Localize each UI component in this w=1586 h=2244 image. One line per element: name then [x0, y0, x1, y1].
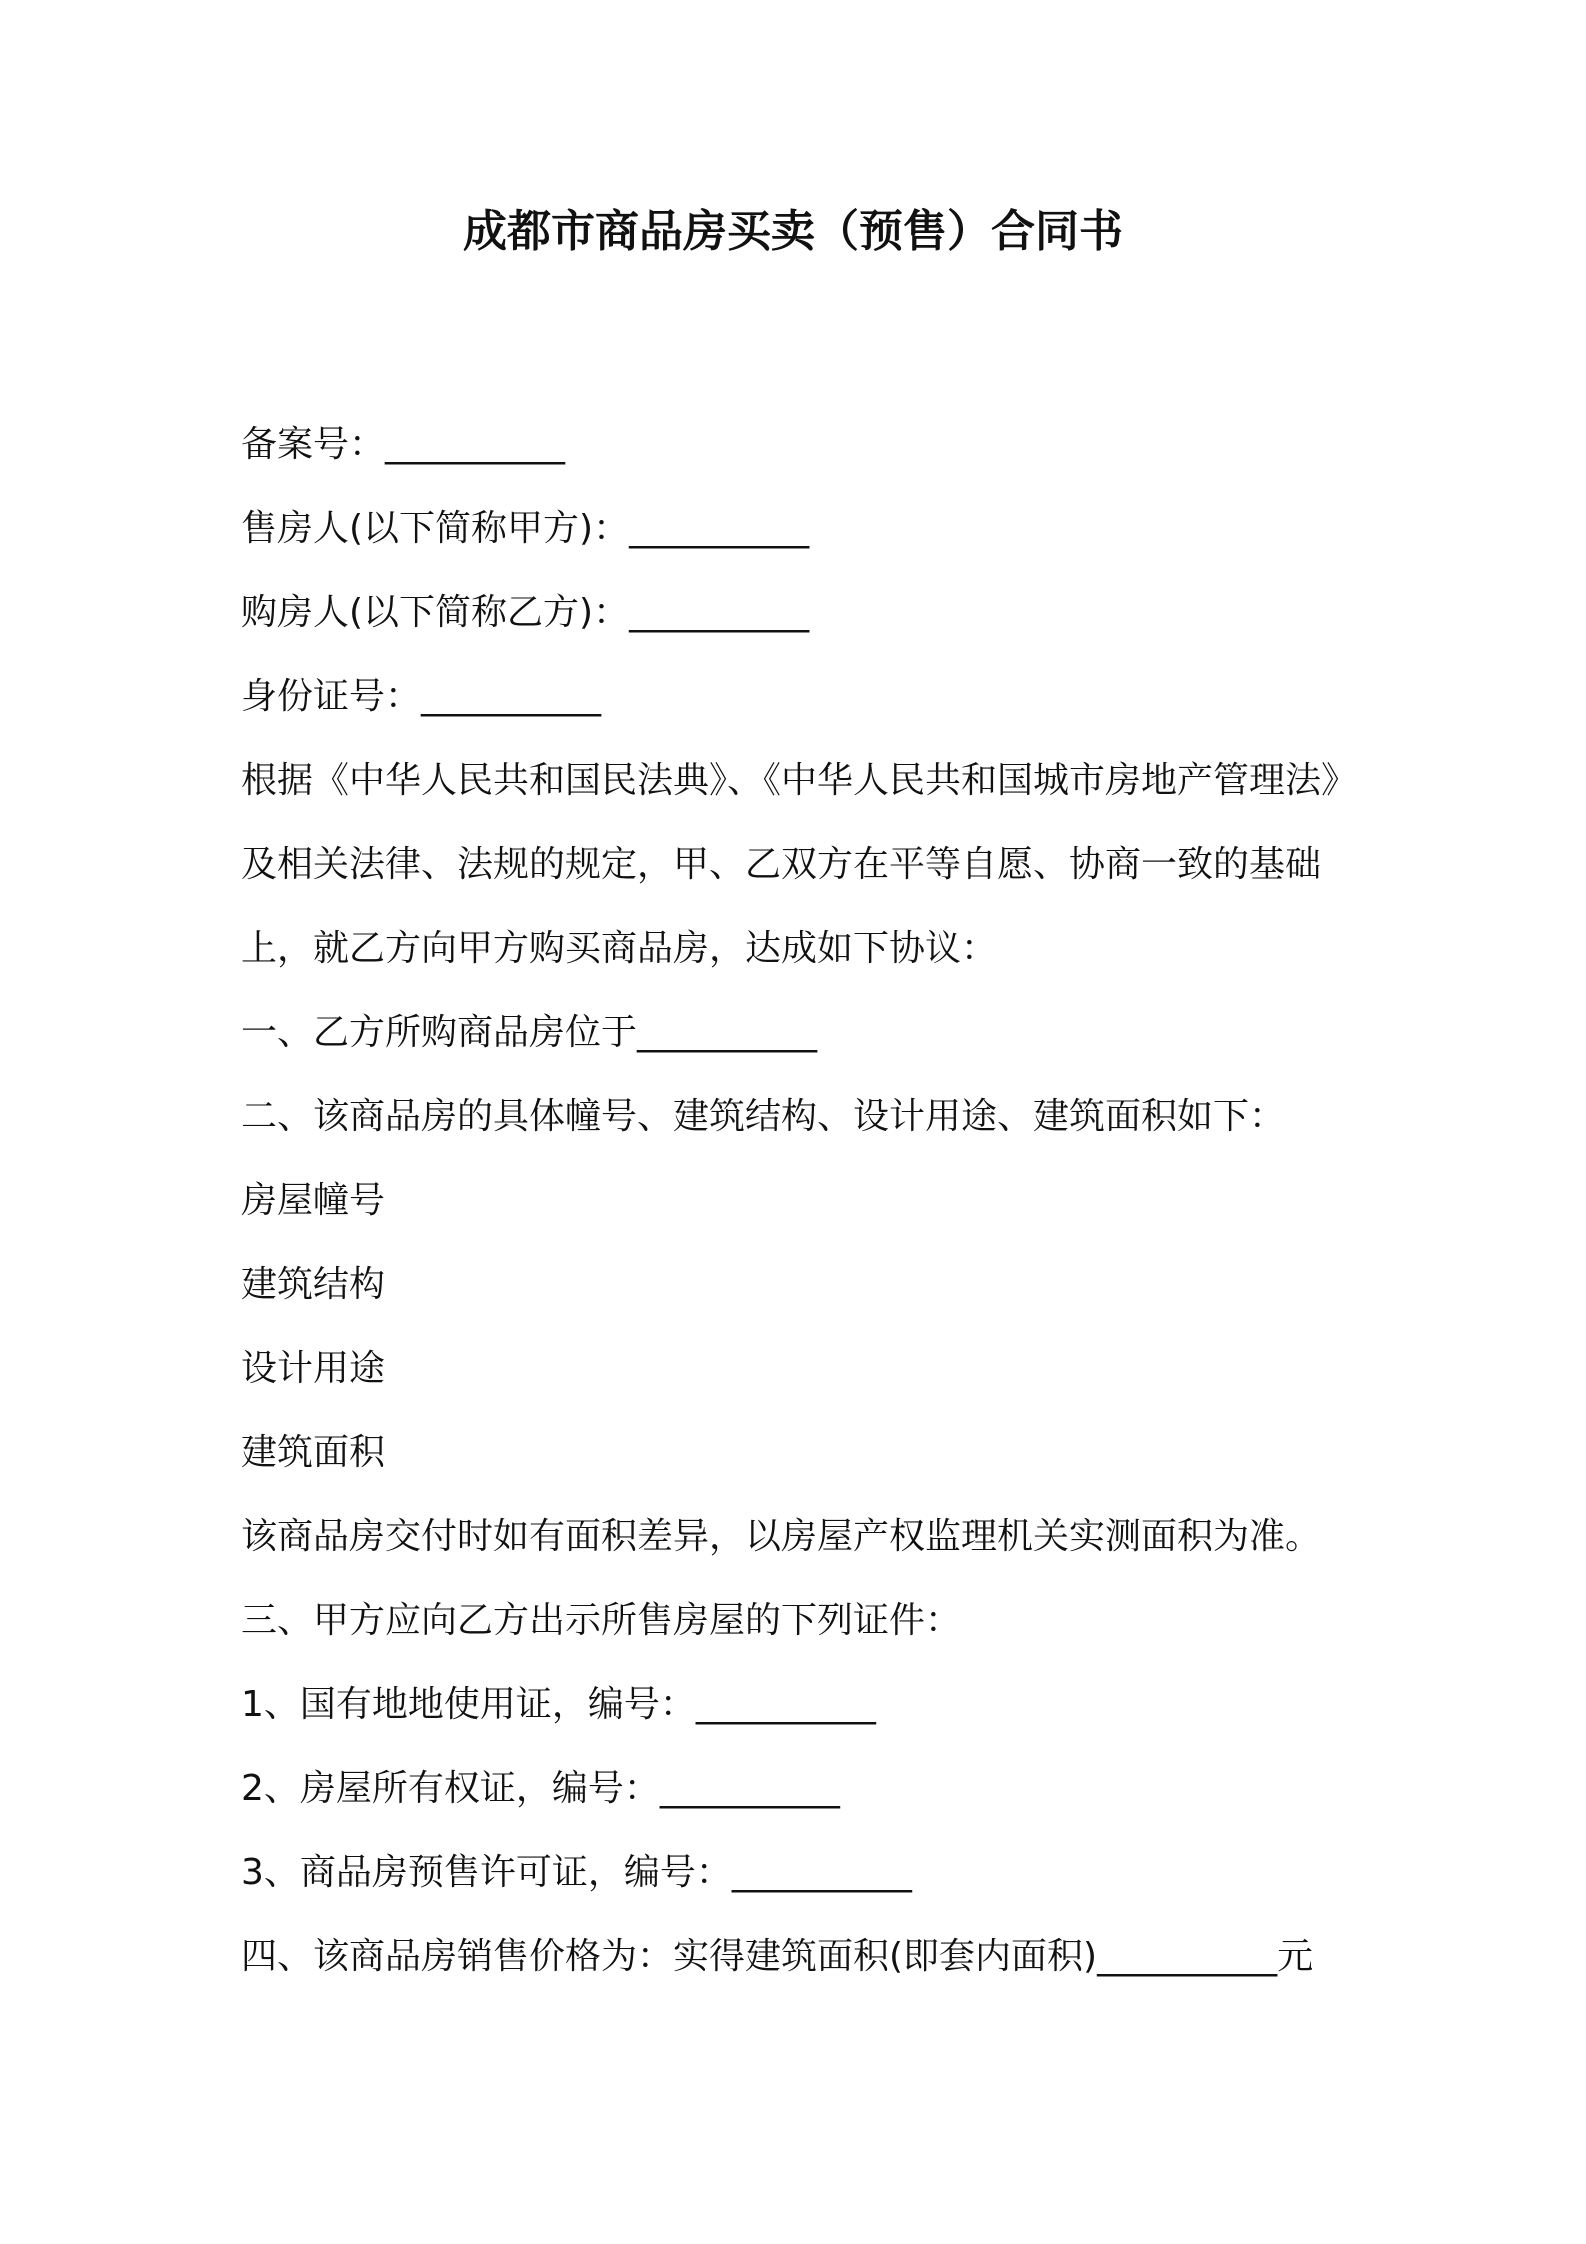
preamble-line-2: 及相关法律、法规的规定，甲、乙双方在平等自愿、协商一致的基础	[241, 844, 1322, 885]
record-number-line: 备案号：__________	[241, 424, 566, 465]
certificate-3-line: 3、商品房预售许可证，编号：__________	[241, 1852, 912, 1893]
building-area-label: 建筑面积	[241, 1432, 386, 1473]
document-title: 成都市商品房买卖（预售）合同书	[463, 206, 1123, 257]
id-number-line: 身份证号：__________	[241, 676, 602, 717]
clause-1-location: 一、乙方所购商品房位于__________	[241, 1012, 818, 1053]
certificate-1-line: 1、国有地地使用证，编号：__________	[241, 1684, 876, 1725]
building-number-label: 房屋幢号	[241, 1180, 386, 1221]
clause-2-details: 二、该商品房的具体幢号、建筑结构、设计用途、建筑面积如下：	[241, 1096, 1286, 1137]
building-structure-label: 建筑结构	[241, 1264, 386, 1305]
clause-3-certificates: 三、甲方应向乙方出示所售房屋的下列证件：	[241, 1600, 962, 1641]
preamble-line-1: 根据《中华人民共和国民法典》、《中华人民共和国城市房地产管理法》	[241, 760, 1358, 801]
buyer-line: 购房人(以下简称乙方)：__________	[241, 592, 810, 633]
seller-line: 售房人(以下简称甲方)：__________	[241, 508, 810, 549]
design-use-label: 设计用途	[241, 1348, 386, 1389]
certificate-2-line: 2、房屋所有权证，编号：__________	[241, 1768, 840, 1809]
document-body	[241, 403, 1361, 1999]
area-difference-note: 该商品房交付时如有面积差异，以房屋产权监理机关实测面积为准。	[241, 1516, 1322, 1557]
preamble-line-3: 上，就乙方向甲方购买商品房，达成如下协议：	[241, 928, 998, 969]
clause-4-price: 四、该商品房销售价格为：实得建筑面积(即套内面积)__________元	[241, 1936, 1314, 1977]
